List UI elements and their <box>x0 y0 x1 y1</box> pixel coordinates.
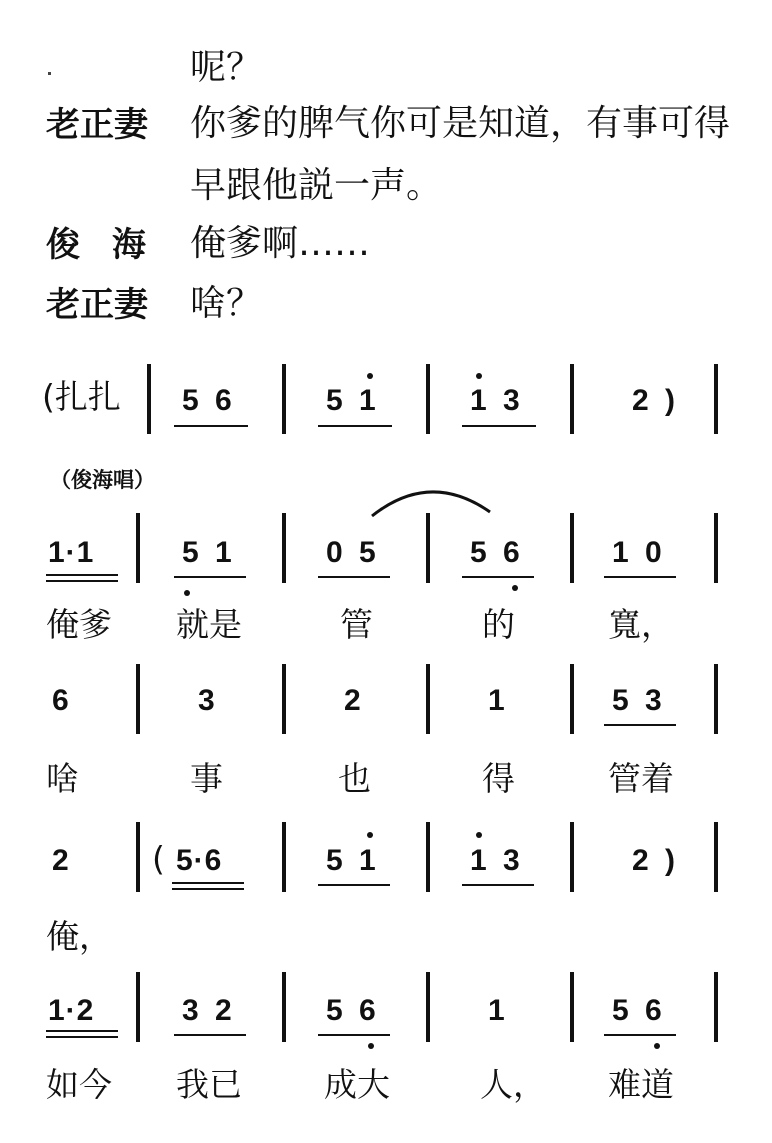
jianpu-measure: 1 <box>488 684 509 717</box>
octave-dot <box>368 1043 374 1049</box>
speaker-name: 老正妻 <box>46 285 148 325</box>
underline-beam <box>604 1034 676 1036</box>
jianpu-measure: 5 6 <box>470 536 524 569</box>
barline <box>136 972 140 1042</box>
jianpu-measure: 1·2 <box>48 994 95 1027</box>
score-intro-prefix: (扎扎 <box>42 377 121 416</box>
barline <box>426 822 430 892</box>
barline <box>570 664 574 734</box>
lyric: 难道 <box>608 1065 674 1104</box>
barline <box>426 664 430 734</box>
lyric: 寬， <box>608 605 674 644</box>
lyric: 就是 <box>176 605 242 644</box>
dialogue-text-continuation: 呢？ <box>190 47 263 88</box>
lyric: 我已 <box>176 1065 242 1104</box>
dialogue-text: 俺爹啊…… <box>190 223 371 264</box>
octave-dot <box>654 1043 660 1049</box>
dialogue-text: 早跟他説一声。 <box>190 165 443 206</box>
speaker-name: 俊 海 <box>46 225 156 265</box>
barline <box>714 972 718 1042</box>
paren-open: ( <box>152 839 165 878</box>
jianpu-measure: 2 <box>344 684 365 717</box>
barline <box>426 972 430 1042</box>
speaker-name: 老正妻 <box>46 105 148 145</box>
barline <box>570 822 574 892</box>
barline <box>282 822 286 892</box>
octave-dot <box>476 832 482 838</box>
jianpu-measure: 2 ) <box>632 384 680 417</box>
barline <box>570 972 574 1042</box>
underline-beam <box>318 1034 390 1036</box>
lyric: 如今 <box>46 1065 112 1104</box>
jianpu-measure: 1·1 <box>48 536 95 569</box>
jianpu-measure: 1 0 <box>612 536 666 569</box>
lyric: 管着 <box>608 759 674 798</box>
jianpu-measure: 6 <box>52 684 73 717</box>
jianpu-measure: 5 6 <box>612 994 666 1027</box>
jianpu-measure: 5 1 <box>182 536 236 569</box>
jianpu-measure: 3 2 <box>182 994 236 1027</box>
lyric: 啥 <box>46 759 79 798</box>
jianpu-measure: 5 6 <box>326 994 380 1027</box>
underline-beam <box>172 888 244 890</box>
jianpu-measure: 5·6 <box>176 844 223 877</box>
barline <box>136 664 140 734</box>
jianpu-measure: 2 <box>52 844 73 877</box>
lyric: 的 <box>482 605 515 644</box>
underline-beam <box>46 1030 118 1032</box>
underline-beam <box>172 882 244 884</box>
lyric: 也 <box>338 759 371 798</box>
barline <box>714 664 718 734</box>
lyric: 事 <box>190 759 223 798</box>
lyric: 俺， <box>46 917 112 956</box>
jianpu-measure: 1 <box>488 994 509 1027</box>
barline <box>282 972 286 1042</box>
jianpu-measure: 1 3 <box>470 384 524 417</box>
jianpu-measure: 1 3 <box>470 844 524 877</box>
lyric: 成大 <box>324 1065 390 1104</box>
lyric: 俺爹 <box>46 605 112 644</box>
lyric: 管 <box>340 605 373 644</box>
jianpu-measure: 5 1 <box>326 384 380 417</box>
octave-dot <box>367 832 373 838</box>
jianpu-measure: 5 3 <box>612 684 666 717</box>
barline <box>714 822 718 892</box>
underline-beam <box>174 1034 246 1036</box>
lyric: 得 <box>482 759 515 798</box>
jianpu-measure: 5 6 <box>182 384 236 417</box>
dialogue-text: 你爹的脾气你可是知道，有事可得 <box>190 103 731 144</box>
singer-note: （俊海唱） <box>50 468 155 492</box>
jianpu-measure: 3 <box>198 684 219 717</box>
underline-beam <box>462 884 534 886</box>
barline <box>136 822 140 892</box>
underline-beam <box>46 1036 118 1038</box>
underline-beam <box>318 884 390 886</box>
lyric: 人， <box>480 1065 546 1104</box>
jianpu-measure: 2 ) <box>632 844 680 877</box>
barline <box>282 664 286 734</box>
jianpu-measure: 0 5 <box>326 536 380 569</box>
octave-dot <box>184 590 190 596</box>
underline-beam <box>604 724 676 726</box>
dialogue-text: 啥？ <box>190 283 263 324</box>
jianpu-measure: 5 1 <box>326 844 380 877</box>
